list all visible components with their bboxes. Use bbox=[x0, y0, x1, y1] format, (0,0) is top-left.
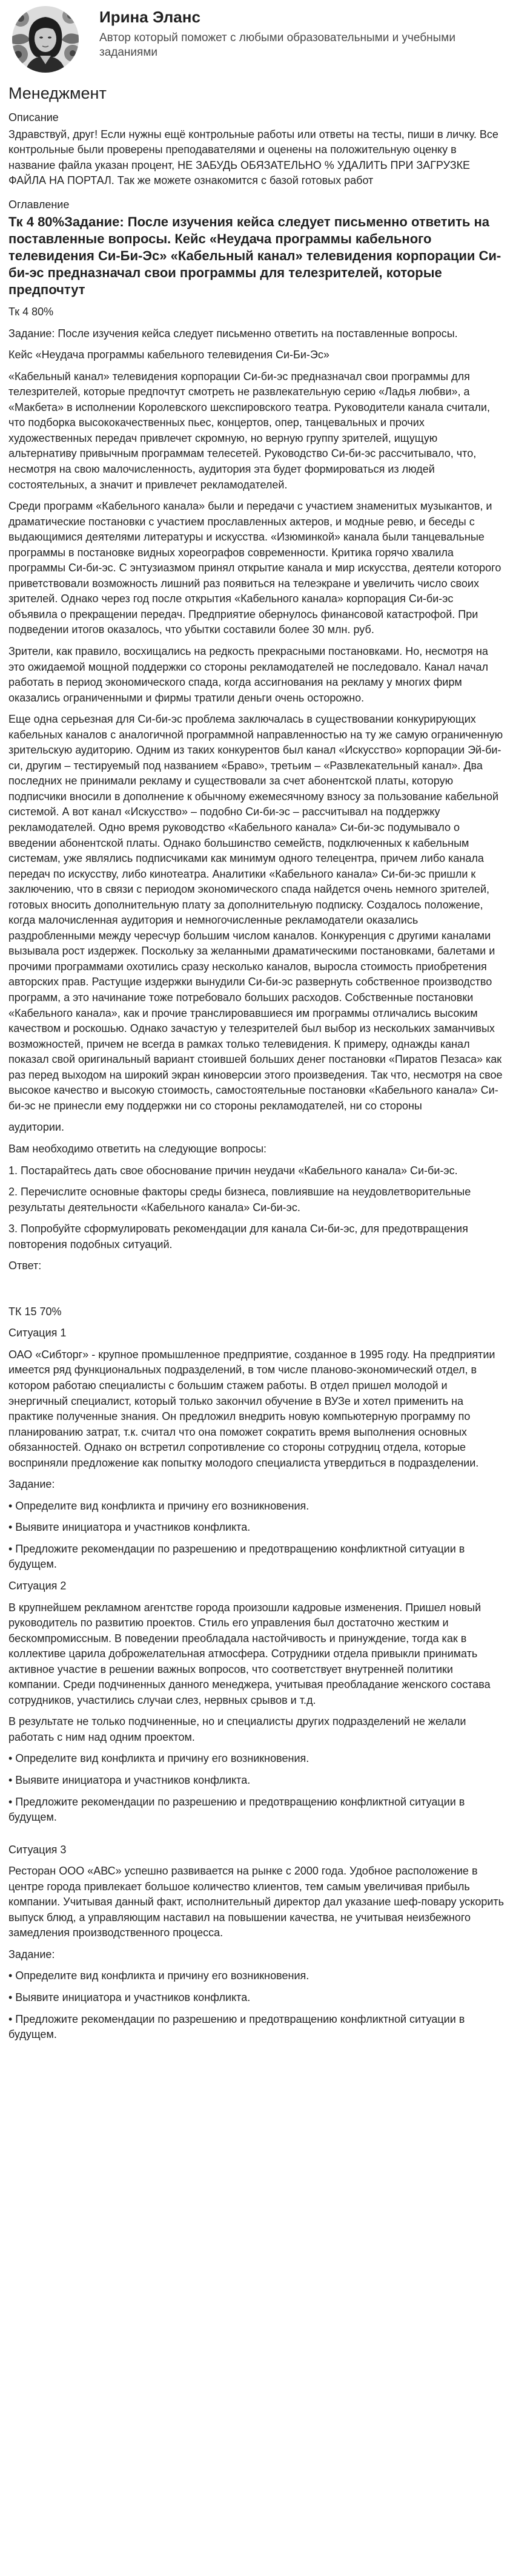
category-title: Менеджмент bbox=[8, 84, 107, 102]
author-description: Автор который поможет с любыми образовательными и учебными заданиями bbox=[99, 31, 455, 59]
case-2-tag: ТК 15 70% bbox=[8, 1305, 62, 1318]
task-item: • Выявите инициатора и участников конфликта. bbox=[8, 1521, 251, 1534]
task-item: • Определите вид конфликта и причину его возникновения. bbox=[8, 1970, 309, 1982]
questions-intro: Вам необходимо ответить на следующие вопросы: bbox=[8, 1142, 267, 1155]
situation-3-label: Ситуация 3 bbox=[8, 1843, 67, 1856]
case-1-paragraph: «Кабельный канал» телевидения корпорации Си-би-эс предназначал свои программы для телезрителей, которые предпочтут смотреть не развлекательную серию «Ладья любви», а «Макбета» в исполнении Королевского шекспировского театра. Руководители канала считали, что подборка высококачественных пьес, концертов, опер, танцевальных и прочих художественных передач привлечет скромную, но верную группу зрителей, ищущую альтернативу привычным программам телесетей. Руководство Си-би-эс рассчитывало, что, несмотря на свою малочисленность, аудитория эта будет формироваться из людей состоятельных, а значит и привлечет рекламодателей. bbox=[8, 370, 490, 491]
situation-2-text: В крупнейшем рекламном агентстве города произошли кадровые изменения. Пришел новый руководитель по развитию проектов. Стиль его управления был достаточно жестким и бескомпромиссным. В поведении преобладала настойчивость и принуждение, тогда как в коллективе царила доброжелательная атмосфера. Сотрудники отдела привыкли принимать активное участие в решении важных вопросов, что соответствует внутренней политики компании. Среди подчиненных данного менеджера, учитывая преобладание женского состава сотрудников, участились случаи слез, нервных срывов и т.д. bbox=[8, 1601, 491, 1706]
case-2 bbox=[8, 1304, 505, 2043]
situation-2-label: Ситуация 2 bbox=[8, 1579, 67, 1592]
question-item: 1. Постарайтесь дать свое обоснование причин неудачи «Кабельного канала» Си-би-эс. bbox=[8, 1164, 458, 1177]
case-1-paragraph: Среди программ «Кабельного канала» были и передачи с участием знаменитых музыкантов, и драматические постановки с участием прославленных актеров, и модные ревю, и беседы с выдающимися деятелями литературы и искусства. «Изюминкой» канала были танцевальные программы в постановке видных хореографов современности. Критика горячо хвалила программы Си-би-эс. С энтузиазмом принял открытие канала и мир искусства, деятели которого приветствовали возможность лишний раз появиться на телеэкране и увеличить число своих зрителей. Однако через год после открытия «Кабельного канала» корпорация Си-би-эс объявила о прекращении передач. Предприятие обернулось финансовой катастрофой. При подведении итогов оказалось, что убытки составили более 30 млн. руб. bbox=[8, 500, 501, 636]
description-text: Здравствуй, друг! Если нужны ещё контрольные работы или ответы на тесты, пиши в личку. Все контрольные были проверены преподавателями и оценены на положительную оценку в название файла указан процент, НЕ ЗАБУДЬ ОБЯЗАТЕЛЬНО % УДАЛИТЬ ПРИ ЗАГРУЗКЕ ФАЙЛА НА ПОРТАЛ. Так же можете ознакомится с базой готовых работ bbox=[8, 128, 498, 187]
task-item: • Выявите инициатора и участников конфликта. bbox=[8, 1991, 251, 2004]
answer-label: Ответ: bbox=[8, 1260, 42, 1272]
situation-2-text: В результате не только подчиненные, но и специалисты других подразделений не желали работать с ним над одним проектом. bbox=[8, 1715, 466, 1743]
document-title: Тк 4 80%Задание: После изучения кейса следует письменно ответить на поставленные вопросы. Кейс «Неудача программы кабельного телевидения Си-Би-Эс» «Кабельный канал» телевидения корпорации Си-би-эс предназначал свои программы для телезрителей, которые предпочтут bbox=[8, 214, 501, 298]
situation-1-label: Ситуация 1 bbox=[8, 1327, 67, 1339]
task-item: • Предложите рекомендации по разрешению и предотвращению конфликтной ситуации в будущем. bbox=[8, 1795, 465, 1824]
author-header bbox=[8, 0, 505, 76]
situation-3-text: Ресторан ООО «АВС» успешно развивается на рынке с 2000 года. Удобное расположение в центре города привлекает большое количество клиентов, тем самым увеличивая прибыль компании. Учитывая данный факт, исполнительный директор дал указание шеф-повару ускорить выпуск блюд, а управляющим наставил на повышении качества, не учитывая неизбежного замедления производственного процесса. bbox=[8, 1865, 505, 1939]
case-1-name: Кейс «Неудача программы кабельного телевидения Си-Би-Эс» bbox=[8, 349, 329, 361]
case-1-paragraph: аудитории. bbox=[8, 1121, 64, 1134]
case-1-tag: Тк 4 80% bbox=[8, 306, 54, 318]
task-item: • Предложите рекомендации по разрешению и предотвращению конфликтной ситуации в будущем. bbox=[8, 2012, 465, 2041]
task-item: • Определите вид конфликта и причину его возникновения. bbox=[8, 1752, 309, 1765]
question-item: 3. Попробуйте сформулировать рекомендации для канала Си-би-эс, для предотвращения повторения подобных ситуаций. bbox=[8, 1223, 468, 1250]
case-1 bbox=[8, 304, 505, 1274]
question-item: 2. Перечислите основные факторы среды бизнеса, повлиявшие на неудовлетворительные результаты деятельности «Кабельного канала» Си-би-эс. bbox=[8, 1186, 471, 1214]
task-item: • Выявите инициатора и участников конфликта. bbox=[8, 1774, 251, 1786]
spacer bbox=[8, 1274, 505, 1298]
case-1-paragraph: Еще одна серьезная для Си-би-эс проблема заключалась в существовании конкурирующих кабельных каналов с аналогичной программной направленностью на ту же самую ограниченную зрительскую аудиторию. Одним из таких конкурентов был канал «Искусство» корпорации Эй-би-си, другим – тестируемый под названием «Браво», третьим – «Развлекательный канал». Два последних не принимали рекламу и существовали за счет абонентской платы, которую подписчики вносили в дополнение к обычному ежемесячному взносу за пользование кабельной системой. А вот канал «Искусство» – подобно Си-би-эс – рассчитывал на поддержку рекламодателей. Одно время руководство «Кабельного канала» Си-би-эс подумывало о введении абонентской платы. Однако большинство семейств, подключенных к кабельным системам, уже являлись подписчиками как минимум одного телецентра, причем либо канала передач по искусству, либо кинотеатра. Аналитики «Кабельного канала» Си-би-эс пришли к заключению, что в связи с периодом экономического спада найдется очень немного зрителей, готовых вносить дополнительную плату за дополнительную подписку. Создалось положение, когда малочисленная аудитория и немногочисленные рекламодатели оказались раздробленными между чересчур большим числом каналов. Конкуренция с другими каналами вызывала рост издержек. Поскольку за желанными драматическими постановками, балетами и прочими программами охотились сразу несколько каналов, выросла стоимость приобретения авторских прав. Растущие издержки вынудили Си-би-эс развернуть собственное производство программ, а это начинание тоже потребовало больших расходов. Собственные постановки «Кабельного канала», как и прочие транслировавшиеся им программы отличались высоким качеством и роскошью. Однако зачастую у телезрителей был выбор из нескольких заманчивых возможностей, причем не всегда в рамках только телевидения. К примеру, однажды канал показал свой оригинальный вариант стоившей больших денег постановки «Пиратов Пезаса» как раз перед выходом на широкий экран киноверсии этого произведения. Так что, несмотря на свое высокое качество и высокую стоимость, самостоятельные постановки «Кабельного канала» Си-би-эс не принесли ему поддержки ни со стороны рекламодателей, ни со стороны bbox=[8, 713, 503, 1112]
situation-1-text: ОАО «Сибторг» - крупное промышленное предприятие, созданное в 1995 году. На предприятии имеется ряд функциональных подразделений, в том числе планово-экономический отдел, в котором работаю специалисты с большим стажем работы. В отдел пришел молодой и энергичный специалист, который только закончил обучение в ВУЗе и хотел применить на практике полученные знания. Он предложил внедрить новую компьютерную программу по планированию затрат, т.к. считал что она поможет сократить время выполнения основных обязанностей. Однако он встретил сопротивление со стороны сотрудниц отдела, которые восприняли предложение как попытку молодого специалиста утвердиться в подразделении. bbox=[8, 1348, 495, 1469]
case-1-paragraph: Зрители, как правило, восхищались на редкость прекрасными постановками. Но, несмотря на это ожидаемой мощной поддержки со стороны рекламодателей не последовало. Канал начал работать в период экономического спада, когда ассигнования на рекламу у многих фирм оказались ограниченными и фирмы тратили деньги очень осторожно. bbox=[8, 645, 489, 704]
author-info bbox=[99, 6, 487, 61]
toc-label: Оглавление bbox=[8, 198, 70, 211]
description-label: Описание bbox=[8, 111, 59, 124]
task-label: Задание: bbox=[8, 1948, 55, 1960]
task-label: Задание: bbox=[8, 1478, 55, 1491]
author-avatar[interactable] bbox=[12, 6, 79, 73]
task-item: • Определите вид конфликта и причину его возникновения. bbox=[8, 1499, 309, 1512]
task-item: • Предложите рекомендации по разрешению и предотвращению конфликтной ситуации в будущем. bbox=[8, 1542, 465, 1571]
author-name[interactable]: Ирина Эланс bbox=[99, 8, 200, 26]
case-1-task: Задание: После изучения кейса следует письменно ответить на поставленные вопросы. bbox=[8, 327, 458, 340]
spacer bbox=[8, 1825, 505, 1839]
